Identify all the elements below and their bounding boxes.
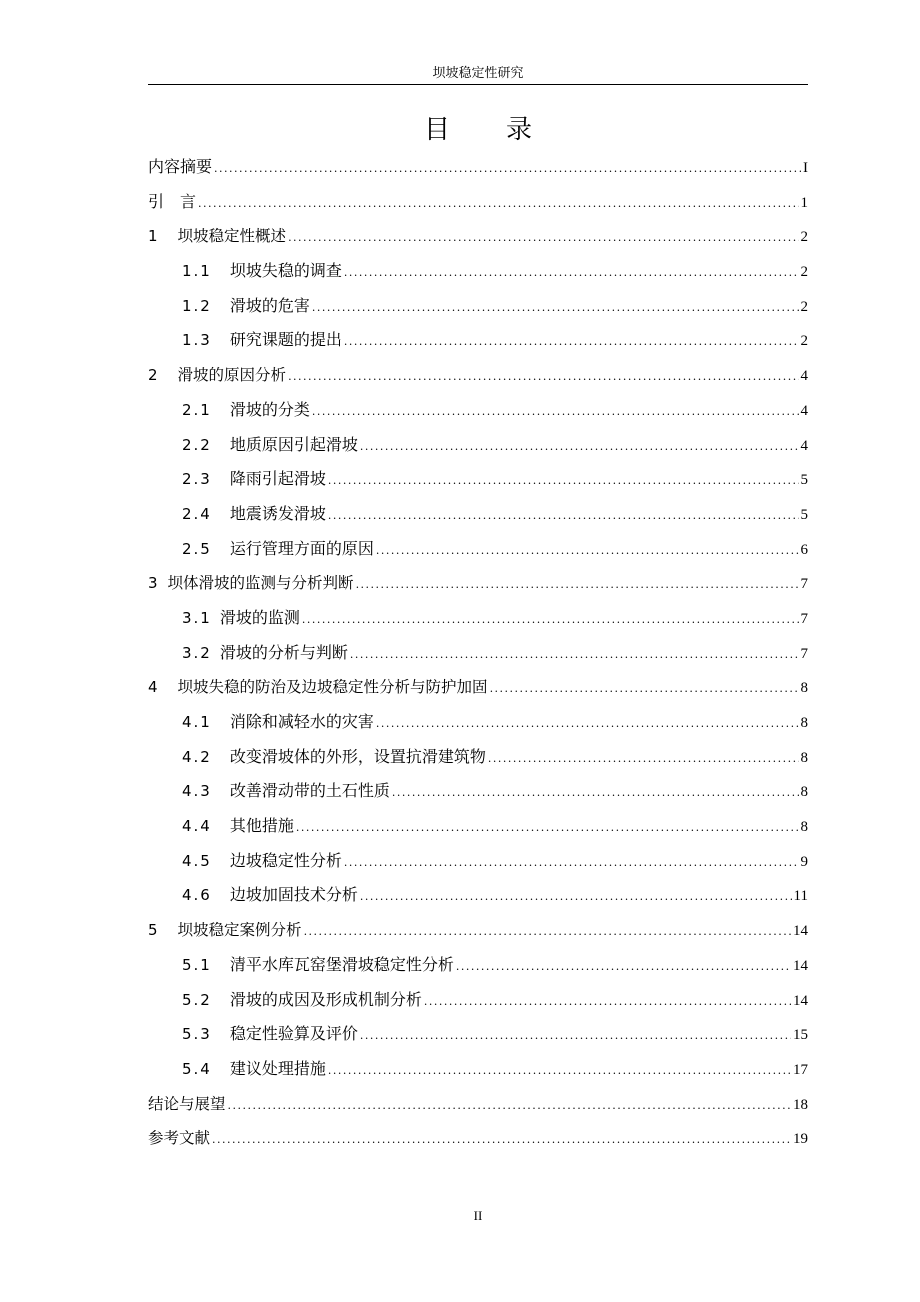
toc-entry-title: 滑坡的成因及形成机制分析 xyxy=(229,989,422,1009)
toc-entry-page: 7 xyxy=(800,610,808,627)
dot-leader xyxy=(304,918,791,946)
toc-entry-page: 8 xyxy=(800,715,808,731)
toc-entry-title: 滑坡的危害 xyxy=(229,295,310,315)
toc-entry-number: 2 xyxy=(148,366,160,385)
dot-leader xyxy=(490,675,799,703)
toc-entry-page: 14 xyxy=(793,992,808,1009)
toc-entry-page: 4 xyxy=(800,402,808,419)
toc-entry[interactable] xyxy=(148,881,808,916)
toc-entry[interactable] xyxy=(148,673,808,708)
toc-entry-number: 3.2 xyxy=(182,643,212,662)
toc-entry-title: 其他措施 xyxy=(229,816,294,836)
toc-entry-title: 改善滑动带的土石性质 xyxy=(229,781,390,801)
toc-entry[interactable] xyxy=(148,847,808,882)
running-header-title: 坝坡稳定性研究 xyxy=(432,66,524,81)
toc-entry-number: 5 xyxy=(148,921,160,940)
toc-entry-number: 2.3 xyxy=(182,470,212,489)
toc-entry-number: 2.1 xyxy=(182,400,212,419)
dot-leader xyxy=(488,745,799,773)
toc-entry-page: 18 xyxy=(793,1096,808,1113)
toc-entry[interactable] xyxy=(148,1090,808,1125)
dot-leader xyxy=(424,988,791,1016)
toc-entry-title: 降雨引起滑坡 xyxy=(229,469,326,489)
dot-leader xyxy=(312,294,799,322)
toc-entry-title: 改变滑坡体的外形，设置抗滑建筑物 xyxy=(229,746,486,766)
toc-entry-number: 4.3 xyxy=(182,782,212,801)
toc-entry-number: 5.3 xyxy=(182,1025,212,1044)
toc-entry[interactable] xyxy=(148,777,808,812)
toc-entry[interactable] xyxy=(148,743,808,778)
toc-entry-title: 参考文献 xyxy=(148,1129,211,1148)
toc-entry-page: 11 xyxy=(793,888,808,905)
toc-entry-page: 15 xyxy=(793,1027,808,1044)
toc-entry-number: 4.4 xyxy=(182,817,212,836)
toc-entry[interactable] xyxy=(148,257,808,292)
toc-entry-number: 1.1 xyxy=(182,262,212,281)
dot-leader xyxy=(296,814,799,842)
toc-entry[interactable] xyxy=(148,188,808,223)
toc-entry-page: 2 xyxy=(800,298,808,315)
toc-title: 目录 xyxy=(423,115,588,145)
toc-entry-page: 4 xyxy=(800,368,808,385)
toc-entry[interactable] xyxy=(148,361,808,396)
toc-entry-title: 滑坡的分类 xyxy=(229,399,310,419)
toc-entry-number: 2.4 xyxy=(182,504,212,523)
dot-leader xyxy=(376,537,799,565)
toc-entry-page: 17 xyxy=(793,1061,808,1078)
toc-entry-number: 1 xyxy=(148,227,160,246)
dot-leader xyxy=(360,1022,791,1050)
toc-entry-title: 坝坡稳定案例分析 xyxy=(177,921,302,940)
toc-entry[interactable] xyxy=(148,569,808,604)
toc-entry-title: 坝体滑坡的监测与分析判断 xyxy=(167,574,354,593)
toc-entry-number: 2.2 xyxy=(182,435,212,454)
dot-leader xyxy=(328,467,799,495)
toc-entry-page: 8 xyxy=(800,680,808,697)
dot-leader xyxy=(456,953,791,981)
toc-entry[interactable] xyxy=(148,986,808,1021)
dot-leader xyxy=(344,849,799,877)
toc-entry-title: 坝坡稳定性概述 xyxy=(177,227,287,246)
toc-entry-title: 坝坡失稳的调查 xyxy=(229,261,342,281)
toc-entry-title: 清平水库瓦窑堡滑坡稳定性分析 xyxy=(229,954,454,974)
toc-entry-page: 5 xyxy=(800,472,808,489)
toc-entry-number: 1.2 xyxy=(182,296,212,315)
toc-entry[interactable] xyxy=(148,500,808,535)
dot-leader xyxy=(344,259,799,287)
dot-leader xyxy=(198,190,798,218)
toc-entry[interactable] xyxy=(148,812,808,847)
dot-leader xyxy=(302,606,799,634)
toc-entry-page: 2 xyxy=(800,264,808,281)
dot-leader xyxy=(212,1126,791,1154)
toc-entry-title: 稳定性验算及评价 xyxy=(229,1024,358,1044)
toc-entry-title: 内容摘要 xyxy=(148,157,213,176)
dot-leader xyxy=(344,328,799,356)
toc-entry[interactable] xyxy=(148,708,808,743)
toc-entry[interactable] xyxy=(148,465,808,500)
toc-entry-page: 1 xyxy=(800,194,808,211)
toc-entry-title: 滑坡的分析与判断 xyxy=(219,642,348,662)
header-rule xyxy=(148,84,808,85)
toc-entry[interactable] xyxy=(148,153,808,188)
toc-entry[interactable] xyxy=(148,396,808,431)
toc-entry-title: 消除和减轻水的灾害 xyxy=(229,712,374,731)
toc-entry-page: 2 xyxy=(800,333,808,350)
dot-leader xyxy=(312,398,799,426)
dot-leader xyxy=(214,155,801,183)
dot-leader xyxy=(328,502,799,530)
toc-entry[interactable] xyxy=(148,604,808,639)
dot-leader xyxy=(288,224,798,252)
toc-entry-title: 地质原因引起滑坡 xyxy=(229,434,358,454)
toc-entry-title: 边坡加固技术分析 xyxy=(229,885,358,905)
dot-leader xyxy=(228,1092,791,1120)
toc-entry-page: 14 xyxy=(793,923,808,940)
toc-entry-number: 2.5 xyxy=(182,539,212,558)
dot-leader xyxy=(288,363,798,391)
dot-leader xyxy=(356,571,799,599)
toc-entry-page: 6 xyxy=(800,541,808,558)
toc-entry[interactable] xyxy=(148,1055,808,1090)
toc-entry-number: 5.4 xyxy=(182,1059,212,1078)
toc-entry-page: 9 xyxy=(800,853,808,870)
toc-entry-page: 5 xyxy=(800,506,808,523)
toc-entry-page: 8 xyxy=(800,749,808,766)
toc-entry-title: 结论与展望 xyxy=(148,1094,226,1113)
toc-entry-title: 建议处理措施 xyxy=(229,1058,326,1078)
toc-entry-page: 8 xyxy=(800,819,808,836)
toc-entry-page: 2 xyxy=(800,229,808,246)
toc-entry[interactable] xyxy=(148,431,808,466)
dot-leader xyxy=(360,883,792,911)
toc-entry-number: 4.5 xyxy=(182,851,212,870)
toc-entry-number: 4 xyxy=(148,678,160,697)
toc-entry[interactable] xyxy=(148,292,808,327)
toc-entry-title: 滑坡的监测 xyxy=(219,607,300,627)
toc-entry-title: 坝坡失稳的防治及边坡稳定性分析与防护加固 xyxy=(177,678,488,697)
toc-entry[interactable] xyxy=(148,1020,808,1055)
toc-entry[interactable] xyxy=(148,535,808,570)
toc-entry[interactable] xyxy=(148,1124,808,1159)
toc-entry-number: 4.6 xyxy=(182,886,212,905)
toc-entry-number: 3.1 xyxy=(182,608,212,627)
toc-entry[interactable] xyxy=(148,326,808,361)
table-of-contents xyxy=(148,153,808,1159)
dot-leader xyxy=(360,433,799,461)
toc-entry-page: 14 xyxy=(793,957,808,974)
toc-entry-number: 5.2 xyxy=(182,990,212,1009)
dot-leader xyxy=(392,779,799,807)
toc-entry-title: 地震诱发滑坡 xyxy=(229,503,326,523)
toc-entry[interactable] xyxy=(148,639,808,674)
dot-leader xyxy=(350,641,799,669)
footer-page-number: II xyxy=(473,1208,483,1223)
toc-entry-page: 8 xyxy=(800,784,808,801)
toc-entry-number: 5.1 xyxy=(182,955,212,974)
toc-entry-page: 7 xyxy=(800,576,808,593)
toc-entry-title: 研究课题的提出 xyxy=(229,330,342,350)
toc-entry-number: 1.3 xyxy=(182,331,212,350)
toc-entry-title: 引 言 xyxy=(148,191,197,211)
toc-entry-number: 4.1 xyxy=(182,713,212,731)
toc-entry-page: 7 xyxy=(800,645,808,662)
toc-entry-title: 运行管理方面的原因 xyxy=(229,538,374,558)
toc-entry-page: I xyxy=(803,160,808,176)
toc-entry[interactable] xyxy=(148,916,808,951)
toc-entry-title: 滑坡的原因分析 xyxy=(177,366,287,385)
toc-entry[interactable] xyxy=(148,222,808,257)
toc-entry-number: 4.2 xyxy=(182,747,212,766)
dot-leader xyxy=(328,1057,791,1085)
dot-leader xyxy=(376,710,799,738)
toc-entry-number: 3 xyxy=(148,574,160,593)
toc-entry-page: 4 xyxy=(800,437,808,454)
toc-entry-title: 边坡稳定性分析 xyxy=(229,850,342,870)
toc-entry[interactable] xyxy=(148,951,808,986)
toc-entry-page: 19 xyxy=(793,1131,808,1148)
